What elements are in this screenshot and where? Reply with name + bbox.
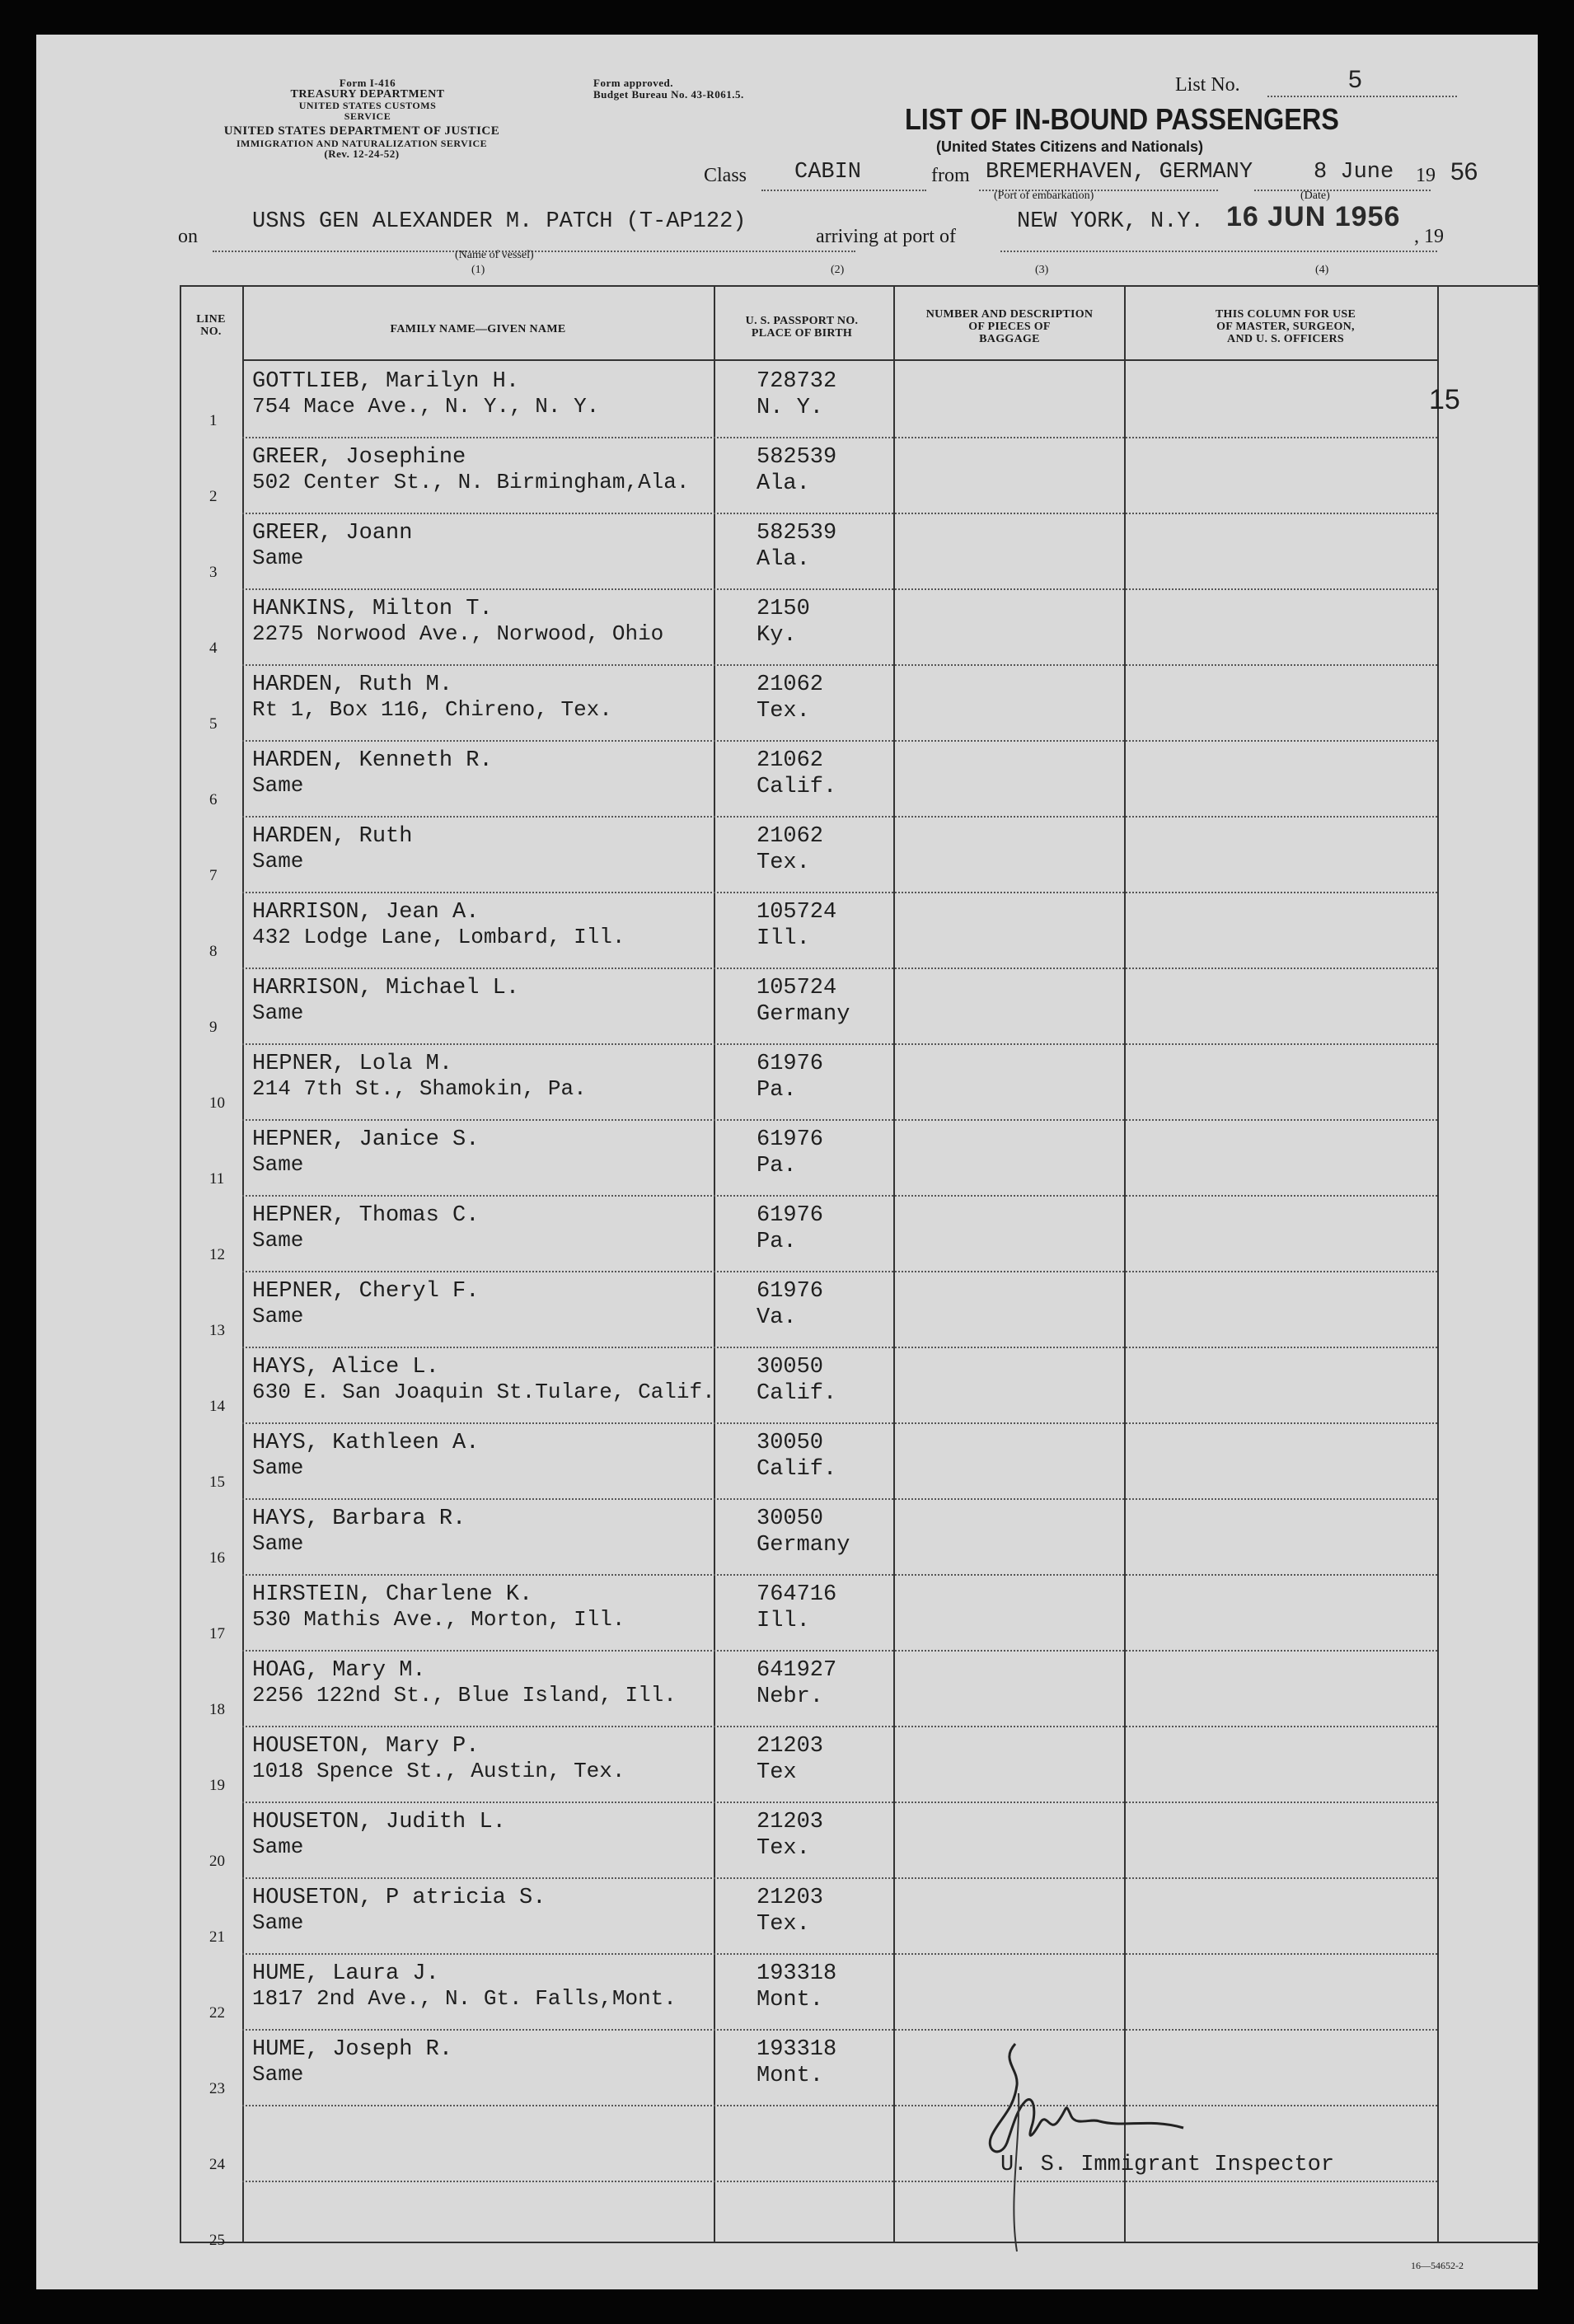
arrival-date-stamp: 16 JUN 1956 (1226, 201, 1401, 232)
passenger-name: HEPNER, Lola M. (252, 1052, 453, 1076)
line-number: 21 (209, 1928, 225, 1946)
passenger-name: HAYS, Barbara R. (252, 1506, 466, 1531)
port-of-embarkation: BREMERHAVEN, GERMANY (986, 160, 1253, 185)
year-suffix: , 19 (1414, 226, 1444, 247)
line-number: 1 (209, 412, 218, 429)
passenger-address: Same (252, 849, 304, 874)
passenger-name: HUME, Joseph R. (252, 2037, 453, 2062)
place-of-birth: Pa. (757, 1230, 797, 1254)
place-of-birth: Mont. (757, 1988, 824, 2012)
vessel-caption: (Name of vessel) (455, 249, 534, 261)
passport-number: 30050 (757, 1431, 824, 1455)
passenger-name: HOAG, Mary M. (252, 1658, 426, 1683)
passenger-address: Same (252, 2062, 304, 2087)
passenger-name: HAYS, Kathleen A. (252, 1431, 480, 1455)
arrival-port: NEW YORK, N.Y. (1017, 209, 1204, 234)
passenger-address: Same (252, 1228, 304, 1253)
passenger-name: HOUSETON, Judith L. (252, 1810, 506, 1834)
line-number: 13 (209, 1322, 225, 1339)
passenger-name: GOTTLIEB, Marilyn H. (252, 369, 520, 394)
place-of-birth: Ill. (757, 1609, 810, 1633)
passenger-address: Same (252, 1834, 304, 1859)
passenger-address: 630 E. San Joaquin St.Tulare, Calif. (252, 1380, 715, 1404)
passenger-name: HEPNER, Janice S. (252, 1127, 480, 1152)
passenger-name: HAYS, Alice L. (252, 1355, 439, 1380)
passport-number: 582539 (757, 445, 837, 470)
passport-number: 61976 (757, 1279, 824, 1304)
passport-number: 30050 (757, 1506, 824, 1531)
justice-dept: UNITED STATES DEPARTMENT OF JUSTICE (223, 124, 500, 138)
place-of-birth: Tex (757, 1760, 797, 1785)
list-number-label: List No. (1175, 74, 1240, 96)
form-number: Form I-416 (339, 77, 396, 89)
place-of-birth: Ky. (757, 623, 797, 648)
place-of-birth: Tex. (757, 850, 810, 875)
passport-number: 105724 (757, 900, 837, 925)
line-number: 14 (209, 1398, 225, 1415)
passenger-address: 754 Mace Ave., N. Y., N. Y. (252, 394, 600, 419)
ins-service: IMMIGRATION AND NATURALIZATION SERVICE (236, 137, 488, 149)
place-of-birth: Pa. (757, 1078, 797, 1103)
passport-number: 21203 (757, 1886, 824, 1910)
passenger-name: GREER, Joann (252, 521, 413, 546)
column-number-2: (2) (831, 264, 845, 276)
date-caption: (Date) (1300, 190, 1330, 202)
passport-number: 61976 (757, 1127, 824, 1152)
place-of-birth: Mont. (757, 2064, 824, 2088)
place-of-birth: Nebr. (757, 1684, 824, 1709)
inspector-caption: U. S. Immigrant Inspector (1000, 2153, 1335, 2177)
line-number: 6 (209, 791, 218, 808)
passport-number: 764716 (757, 1582, 837, 1607)
passport-number: 61976 (757, 1052, 824, 1076)
col-header-name: FAMILY NAME—GIVEN NAME (390, 323, 566, 335)
page-title: LIST OF IN-BOUND PASSENGERS (905, 102, 1339, 136)
line-number: 15 (209, 1474, 225, 1491)
passenger-address: 502 Center St., N. Birmingham,Ala. (252, 470, 690, 494)
passport-number: 21062 (757, 824, 824, 849)
passenger-address: Same (252, 1910, 304, 1935)
line-number: 10 (209, 1094, 225, 1112)
port-embark-caption: (Port of embarkation) (994, 190, 1094, 202)
column-number-3: (3) (1035, 264, 1049, 276)
line-number: 22 (209, 2004, 225, 2022)
line-number: 20 (209, 1853, 225, 1870)
passenger-address: Same (252, 1455, 304, 1480)
list-number: 5 (1348, 66, 1362, 93)
page-subtitle: (United States Citizens and Nationals) (936, 138, 1204, 155)
passenger-name: GREER, Josephine (252, 445, 466, 470)
passport-number: 21062 (757, 672, 824, 697)
embark-date: 8 June (1314, 160, 1394, 185)
passenger-address: Rt 1, Box 116, Chireno, Tex. (252, 697, 612, 722)
passport-number: 193318 (757, 1961, 837, 1986)
line-number: 25 (209, 2232, 225, 2249)
passport-number: 30050 (757, 1355, 824, 1380)
place-of-birth: Germany (757, 1533, 850, 1558)
passenger-name: HOUSETON, Mary P. (252, 1734, 480, 1759)
passenger-address: 1018 Spence St., Austin, Tex. (252, 1759, 625, 1783)
passenger-name: HARRISON, Jean A. (252, 900, 480, 925)
passenger-address: Same (252, 546, 304, 570)
passenger-address: 432 Lodge Lane, Lombard, Ill. (252, 925, 625, 949)
form-approved: Form approved. (593, 77, 674, 89)
line-number: 11 (209, 1170, 225, 1188)
passport-number: 728732 (757, 369, 837, 394)
passenger-address: 1817 2nd Ave., N. Gt. Falls,Mont. (252, 1986, 677, 2011)
customs-service: UNITED STATES CUSTOMS SERVICE (298, 100, 437, 122)
passport-number: 21203 (757, 1734, 824, 1759)
line-number: 7 (209, 867, 218, 884)
on-label: on (178, 226, 198, 247)
place-of-birth: Va. (757, 1305, 797, 1330)
year-prefix: 19 (1416, 165, 1436, 186)
passport-number: 582539 (757, 521, 837, 546)
place-of-birth: Ill. (757, 926, 810, 951)
col-header-officers: THIS COLUMN FOR USE OF MASTER, SURGEON, AND U. S. OFFICERS (1215, 308, 1356, 345)
class-value: CABIN (794, 160, 862, 185)
passenger-name: HIRSTEIN, Charlene K. (252, 1582, 533, 1607)
from-label: from (931, 165, 970, 186)
passenger-name: HEPNER, Thomas C. (252, 1203, 480, 1228)
passenger-address: Same (252, 1531, 304, 1556)
passenger-name: HUME, Laura J. (252, 1961, 439, 1986)
line-number: 19 (209, 1777, 225, 1794)
place-of-birth: Tex. (757, 1912, 810, 1937)
manifest-page (36, 35, 1538, 2289)
line-number: 2 (209, 488, 218, 505)
passport-number: 21203 (757, 1810, 824, 1834)
column-number-4: (4) (1315, 264, 1329, 276)
passport-number: 61976 (757, 1203, 824, 1228)
passenger-name: HEPNER, Cheryl F. (252, 1279, 480, 1304)
line-number: 12 (209, 1246, 225, 1263)
passenger-address: 2275 Norwood Ave., Norwood, Ohio (252, 621, 664, 646)
vessel-name: USNS GEN ALEXANDER M. PATCH (T-AP122) (252, 209, 747, 234)
passport-number: 193318 (757, 2037, 837, 2062)
passenger-address: Same (252, 1152, 304, 1177)
place-of-birth: Calif. (757, 1457, 837, 1482)
line-number: 8 (209, 943, 218, 960)
passenger-name: HARDEN, Ruth M. (252, 672, 453, 697)
col-header-passport: U. S. PASSPORT NO. PLACE OF BIRTH (745, 315, 859, 340)
place-of-birth: Calif. (757, 1381, 837, 1406)
budget-bureau: Budget Bureau No. 43-R061.5. (593, 87, 744, 101)
passenger-address: Same (252, 1304, 304, 1328)
passenger-name: HARRISON, Michael L. (252, 976, 520, 1000)
passenger-name: HARDEN, Ruth (252, 824, 413, 849)
place-of-birth: Tex. (757, 699, 810, 724)
passenger-address: Same (252, 773, 304, 798)
inspector-signature (967, 2036, 1239, 2258)
passport-number: 641927 (757, 1658, 837, 1683)
line-number: 9 (209, 1019, 218, 1036)
place-of-birth: Ala. (757, 471, 810, 496)
arriving-label: arriving at port of (816, 226, 956, 247)
passenger-address: 2256 122nd St., Blue Island, Ill. (252, 1683, 677, 1708)
col-header-baggage: NUMBER AND DESCRIPTION OF PIECES OF BAGGAGE (925, 308, 1094, 345)
col-header-line-no: LINE NO. (196, 313, 226, 338)
passenger-table (180, 285, 1539, 2243)
passport-number: 2150 (757, 597, 810, 621)
footer-code: 16—54652-2 (1411, 2260, 1464, 2271)
passenger-address: 214 7th St., Shamokin, Pa. (252, 1076, 587, 1101)
passenger-address: Same (252, 1000, 304, 1025)
line-number: 24 (209, 2156, 225, 2173)
passenger-name: HARDEN, Kenneth R. (252, 748, 493, 773)
place-of-birth: Calif. (757, 775, 837, 799)
line-number: 18 (209, 1701, 225, 1718)
passenger-address: 530 Mathis Ave., Morton, Ill. (252, 1607, 625, 1632)
passport-number: 105724 (757, 976, 837, 1000)
place-of-birth: N. Y. (757, 396, 824, 420)
column-number-1: (1) (471, 264, 485, 276)
line-number: 3 (209, 564, 218, 581)
place-of-birth: Pa. (757, 1154, 797, 1178)
class-label: Class (704, 165, 747, 186)
place-of-birth: Tex. (757, 1836, 810, 1861)
line-number: 16 (209, 1549, 225, 1567)
line-number: 23 (209, 2080, 225, 2097)
officer-note: 15 (1429, 384, 1460, 415)
place-of-birth: Germany (757, 1002, 850, 1027)
revision: (Rev. 12-24-52) (324, 148, 400, 161)
passenger-name: HANKINS, Milton T. (252, 597, 493, 621)
place-of-birth: Ala. (757, 547, 810, 572)
line-number: 4 (209, 640, 218, 657)
line-number: 5 (209, 715, 218, 733)
line-number: 17 (209, 1625, 225, 1642)
treasury-dept: TREASURY DEPARTMENT (290, 87, 445, 101)
passenger-name: HOUSETON, P atricia S. (252, 1886, 546, 1910)
year-value: 56 (1450, 158, 1478, 185)
passport-number: 21062 (757, 748, 824, 773)
